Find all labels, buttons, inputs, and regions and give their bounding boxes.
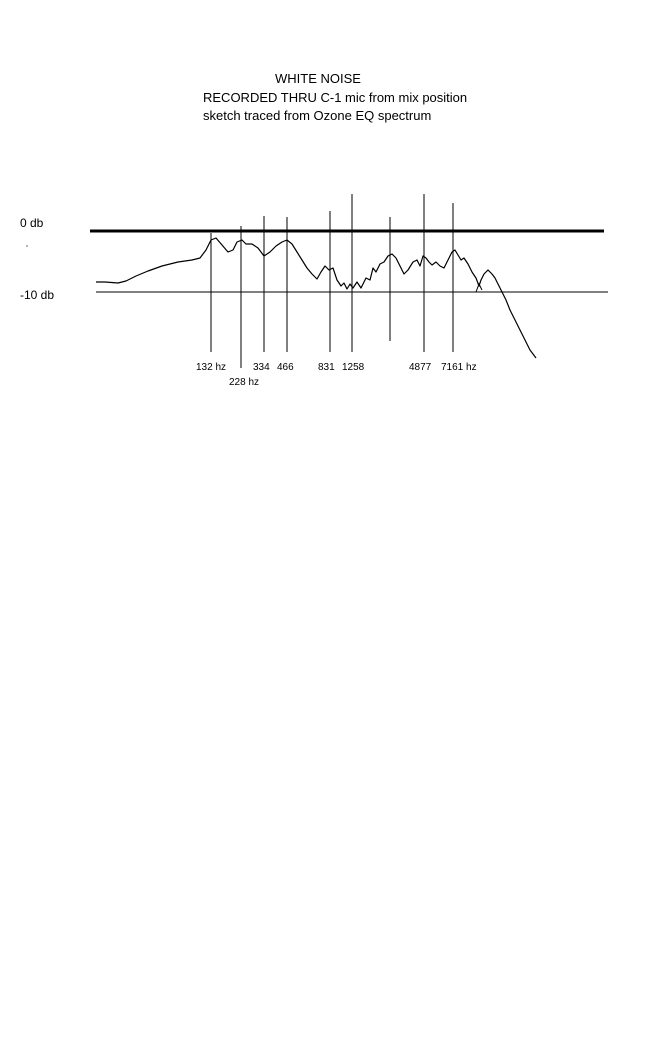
stray-dot xyxy=(26,245,27,246)
freq-label-228hz: 228 hz xyxy=(229,377,260,388)
freq-label-466: 466 xyxy=(277,362,294,373)
chart-title-line3: sketch traced from Ozone EQ spectrum xyxy=(203,108,432,123)
spectrum-curve xyxy=(96,238,536,358)
freq-label-7161hz: 7161 hz xyxy=(441,362,477,373)
zero-db-label: 0 db xyxy=(20,216,44,230)
chart-title-line1: WHITE NOISE xyxy=(275,71,361,86)
freq-label-4877: 4877 xyxy=(409,362,432,373)
minus-ten-db-label: -10 db xyxy=(20,288,55,302)
curve-tail-squiggle xyxy=(476,284,482,292)
freq-label-1258: 1258 xyxy=(342,362,365,373)
freq-label-132hz: 132 hz xyxy=(196,362,227,373)
freq-label-831: 831 xyxy=(318,362,335,373)
freq-label-334: 334 xyxy=(253,362,270,373)
chart-title-line2: RECORDED THRU C-1 mic from mix position xyxy=(203,90,468,105)
